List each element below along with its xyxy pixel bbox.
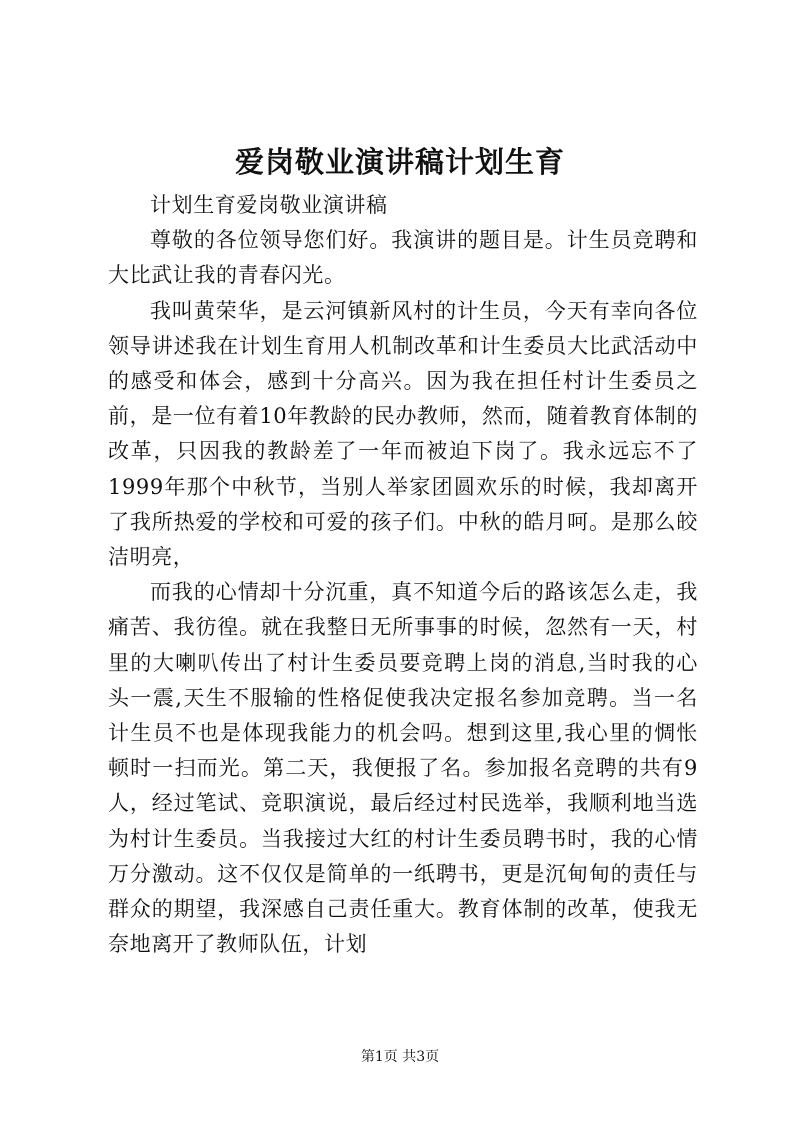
document-body <box>108 188 698 962</box>
document-title: 爱岗敬业演讲稿计划生育 <box>234 145 565 179</box>
page-number-footer: 第1页 共3页 <box>360 1049 440 1065</box>
paragraph-introduction: 我叫黄荣华，是云河镇新风村的计生员，今天有幸向各位领导讲述我在计划生育用人机制改革和计生委员大比武活动中的感受和体会，感到十分高兴。因为我在担任村计生委员之前，是一位有着10年教龄的民办教师，然而，随着教育体制的改革，只因我的教龄差了一年而被迫下岗了。我永远忘不了1999年那个中秋节，当别人举家团圆欢乐的时候，我却离开了我所热爱的学校和可爱的孩子们。中秋的皓月呵。是那么皎洁明亮， <box>108 298 698 570</box>
paragraph-subtitle: 计划生育爱岗敬业演讲稿 <box>150 193 388 217</box>
paragraph-story: 而我的心情却十分沉重，真不知道今后的路该怎么走，我痛苦、我彷徨。就在我整日无所事事的时候，忽然有一天，村里的大喇叭传出了村计生委员要竞聘上岗的消息,当时我的心头一震,天生不服输的性格促使我决定报名参加竞聘。当一名计生员不也是体现我能力的机会吗。想到这里,我心里的惆怅顿时一扫而光。第二天，我便报了名。参加报名竞聘的共有9人，经过笔试、竞职演说，最后经过村民选举，我顺利地当选为村计生委员。当我接过大红的村计生委员聘书时，我的心情万分激动。这不仅仅是简单的一纸聘书，更是沉甸甸的责任与群众的期望，我深感自己责任重大。教育体制的改革，使我无奈地离开了教师队伍，计划 <box>108 580 698 957</box>
paragraph-greeting: 尊敬的各位领导您们好。我演讲的题目是。计生员竞聘和大比武让我的青春闪光。 <box>108 228 698 288</box>
